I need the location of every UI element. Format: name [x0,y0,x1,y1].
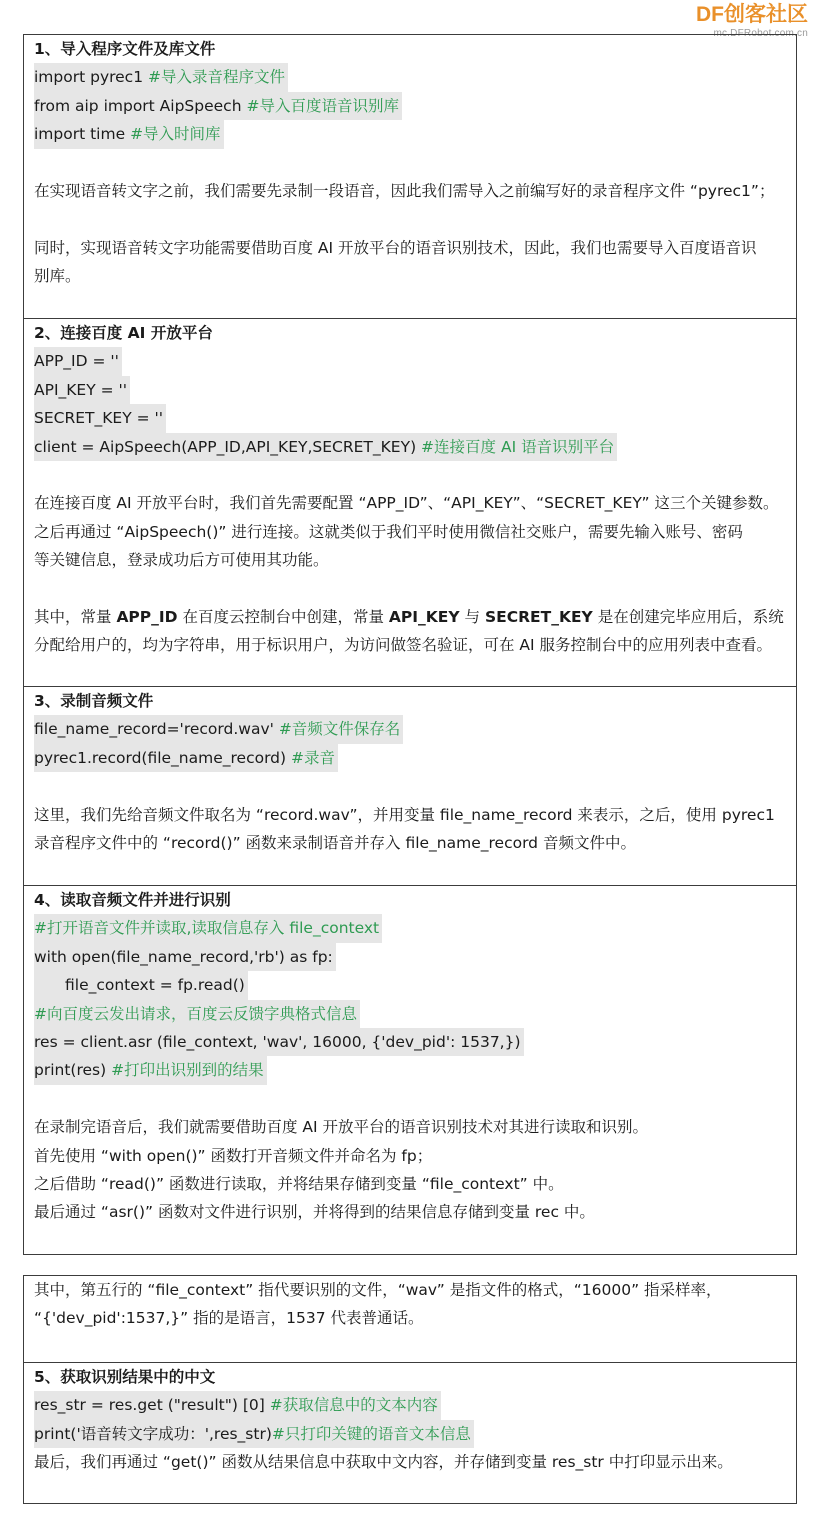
paragraph-line: 录音程序文件中的 “record()” 函数来录制语音并存入 file_name_record 音频文件中。 [34,833,636,852]
code-line [34,404,786,432]
code-line [34,433,786,461]
code-line [34,376,786,404]
code-text: res_str = res.get ("result") [0] [34,1396,270,1415]
code-text: print(res) [34,1061,112,1080]
paragraph-line: 等关键信息，登录成功后方可使用其功能。 [34,551,329,570]
text-run: 其中，常量 [34,607,117,626]
code-text: SECRET_KEY = '' [34,409,164,428]
code-line [34,1028,786,1056]
code-comment: #导入时间库 [130,125,221,144]
code-line [34,943,786,971]
text-run: 在百度云控制台中创建，常量 [177,607,389,626]
code-line [34,914,786,942]
code-text: print('语音转文字成功：',res_str) [34,1424,272,1443]
code-line [34,1056,786,1084]
paragraph-line: 在录制完语音后，我们就需要借助百度 AI 开放平台的语音识别技术对其进行读取和识别。 [34,1118,649,1137]
section-heading: 1、导入程序文件及库文件 [34,40,216,58]
tutorial-table-main [23,34,797,1255]
watermark-brand: DF创客社区 [696,3,808,26]
code-text: from aip import AipSpeech [34,96,247,115]
watermark-site: mc.DFRobot.com.cn [713,28,808,39]
section-get-chinese-text [24,1363,796,1503]
code-text: pyrec1.record(file_name_record) [34,748,291,767]
tutorial-table-continued [23,1275,797,1504]
paragraph-line: “{'dev_pid':1537,}” 指的是语言，1537 代表普通话。 [34,1309,424,1328]
text-run: 是在创建完毕应用后，系统 [592,607,784,626]
section-import-files [24,35,796,319]
paragraph-line: 这里，我们先给音频文件取名为 “record.wav”，并用变量 file_name_record 来表示，之后，使用 pyrec1 [34,805,775,824]
code-comment: #录音 [291,748,335,767]
code-text: file_name_record='record.wav' [34,720,279,739]
section-heading: 5、获取识别结果中的中文 [34,1368,216,1386]
section-heading: 3、录制音频文件 [34,692,154,710]
constant-api-key: API_KEY [388,607,460,626]
code-comment: #打开语音文件并读取,读取信息存入 file_context [34,919,380,938]
paragraph-line: 最后通过 “asr()” 函数对文件进行识别，并将得到的结果信息存储到变量 rec 中。 [34,1203,595,1222]
code-line [34,347,786,375]
constant-app-id: APP_ID [116,607,178,626]
section-record-audio [24,687,796,886]
code-comment: #只打印关键的语音文本信息 [271,1424,471,1443]
paragraph-line: 同时，实现语音转文字功能需要借助百度 AI 开放平台的语音识别技术，因此，我们也需要导入百度语音识 [34,238,757,257]
constant-secret-key: SECRET_KEY [484,607,593,626]
code-text: APP_ID = '' [34,352,119,371]
section-heading: 4、读取音频文件并进行识别 [34,891,231,909]
paragraph-line: 别库。 [34,267,81,286]
paragraph-line: 其中，第五行的 “file_context” 指代要识别的文件，“wav” 是指文件的格式，“16000” 指采样率， [34,1281,722,1299]
code-line [34,1000,786,1028]
code-text: client = AipSpeech(APP_ID,API_KEY,SECRET_KEY) [34,437,422,456]
paragraph-line: 首先使用 “with open()” 函数打开音频文件并命名为 fp； [34,1146,433,1165]
code-text: res = client.asr (file_context, 'wav', 16000, {'dev_pid': 1537,}) [34,1032,521,1051]
section-connect-platform [24,319,796,687]
code-line [34,1391,786,1419]
section-heading: 2、连接百度 AI 开放平台 [34,324,213,342]
code-line [34,92,786,120]
paragraph-line: 在实现语音转文字之前，我们需要先录制一段语音，因此我们需导入之前编写好的录音程序文件 “pyrec1”； [34,181,775,200]
code-text: import time [34,125,131,144]
section-read-recognize [24,886,796,1254]
paragraph-line: 分配给用户的，均为字符串，用于标识用户，为访问做签名验证，可在 AI 服务控制台中的应用列表中查看。 [34,636,773,655]
code-text: import pyrec1 [34,68,148,87]
code-comment: #连接百度 AI 语音识别平台 [421,437,615,456]
text-run: 与 [459,607,485,626]
code-text: API_KEY = '' [34,380,128,399]
code-comment: #向百度云发出请求，百度云反馈字典格式信息 [34,1004,357,1023]
code-comment: #导入录音程序文件 [148,68,285,87]
code-line [34,715,786,743]
code-comment: #获取信息中的文本内容 [269,1396,438,1415]
code-line [34,120,786,148]
paragraph-line [34,603,786,631]
code-text: with open(file_name_record,'rb') as fp: [34,947,333,966]
code-line [34,63,786,91]
code-line [34,744,786,772]
code-line [34,971,786,999]
code-comment: #打印出识别到的结果 [111,1061,264,1080]
paragraph-line: 最后，我们再通过 “get()” 函数从结果信息中获取中文内容，并存储到变量 res_str 中打印显示出来。 [34,1453,733,1472]
paragraph-line: 之后借助 “read()” 函数进行读取，并将结果存储到变量 “file_context” 中。 [34,1174,564,1193]
code-text: file_context = fp.read() [65,976,245,995]
paragraph-line: 在连接百度 AI 开放平台时，我们首先需要配置 “APP_ID”、“API_KEY”、“SECRET_KEY” 这三个关键参数。 [34,494,779,513]
code-comment: #音频文件保存名 [278,720,401,739]
code-line [34,1420,786,1448]
paragraph-line: 之后再通过 “AipSpeech()” 进行连接。这就类似于我们平时使用微信社交账户，需要先输入账号、密码 [34,522,743,541]
section-parameter-notes [24,1276,796,1363]
code-comment: #导入百度语音识别库 [246,96,399,115]
